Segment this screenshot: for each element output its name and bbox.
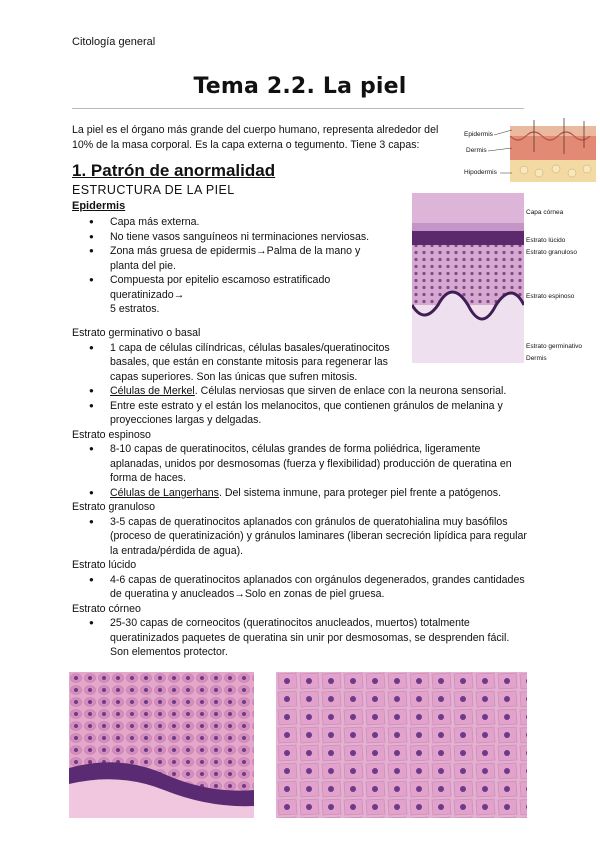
skin-label-epidermis: Epidermis: [464, 131, 493, 138]
corneo-list: [72, 616, 530, 660]
structure-heading: ESTRUCTURA DE LA PIEL: [72, 183, 235, 197]
list-item: ● Compuesta por epitelio escamoso estratificado queratinizado→: [72, 273, 382, 302]
histology-label-espinoso: Estrato espinoso: [526, 293, 575, 300]
lucido-list: [72, 573, 530, 602]
germinativo-heading: Estrato germinativo o basal: [72, 327, 201, 339]
title-divider: [72, 108, 524, 109]
histology-label-lucido: Estrato lúcido: [526, 237, 566, 244]
list-item: ● 1 capa de células cilíndricas, células basales/queratinocitos basales, que están en constante mitosis para regenerar las capas superiores. Son las únicas que sufren mitosis.: [72, 341, 530, 385]
histology-label-corneo: Capa córnea: [526, 209, 564, 216]
strata-section: [72, 326, 530, 660]
list-item: ● 4-6 capas de queratinocitos aplanados con orgánulos degenerados, grandes cantidades de queratina y anucleados→Solo en zonas de piel gruesa.: [72, 573, 530, 602]
histology-label-germinativo: Estrato germinativo: [526, 343, 582, 350]
list-item-continuation: ● 5 estratos.: [72, 302, 382, 317]
micrograph-left: [69, 672, 254, 818]
list-item: ● Capa más externa.: [72, 215, 382, 230]
list-item: ● No tiene vasos sanguíneos ni terminaciones nerviosas.: [72, 230, 382, 245]
espinoso-list: [72, 442, 530, 500]
list-item: ● 25-30 capas de corneocitos (queratinocitos anucleados, muertos) totalmente queratinizados paquetes de queratina sin unir por desmosomas, se desprenden fácil. Son elementos protector.: [72, 616, 530, 660]
micrograph-right-image: [276, 672, 527, 818]
langerhans-link[interactable]: Células de Langerhans: [110, 486, 219, 499]
list-item: ● Zona más gruesa de epidermis→Palma de la mano y planta del pie.: [72, 244, 382, 273]
epidermis-list: [72, 215, 382, 317]
micrograph-left-image: [69, 672, 254, 818]
list-item: ● Entre este estrato y el están los melanocitos, que contienen gránulos de melanina y proyecciones largas y delgadas.: [72, 399, 530, 428]
list-item: ● Células de Merkel. Células nerviosas que sirven de enlace con la neurona sensorial.: [72, 384, 530, 399]
skin-diagram-illustration: [464, 118, 596, 190]
document-header: Citología general: [72, 36, 156, 48]
intro-paragraph: La piel es el órgano más grande del cuerpo humano, representa alrededor del 10% de la masa corporal. Es la capa externa o tegumento. Tiene 3 capas:: [72, 124, 439, 151]
skin-diagram: [464, 118, 596, 190]
histology-label-granuloso: Estrato granuloso: [526, 249, 577, 256]
micrograph-right: [276, 672, 527, 818]
skin-label-hipodermis: Hipodermis: [464, 169, 497, 176]
granuloso-heading: Estrato granuloso: [72, 501, 156, 513]
merkel-link[interactable]: Células de Merkel: [110, 385, 195, 397]
histology-label-dermis: Dermis: [526, 355, 547, 362]
epidermis-heading: Epidermis: [72, 200, 126, 212]
lucido-heading: Estrato lúcido: [72, 559, 137, 571]
list-item: ● 3-5 capas de queratinocitos aplanados con gránulos de queratohialina muy basófilos (proceso de queratinización) y gránulos laminares (liberan secreción lipídica para regular la entrada/pérdida de agua).: [72, 515, 530, 559]
list-item: ● 8-10 capas de queratinocitos, células grandes de forma poliédrica, ligeramente aplanadas, unidos por desmosomas (fuerza y flexibilidad) producción de queratina en forma de haces.: [72, 442, 530, 486]
page-title: Tema 2.2. La piel: [193, 74, 407, 99]
list-item: ● Células de Langerhans. Del sistema inmune, para proteger piel frente a patógenos.: [72, 486, 530, 501]
section-heading: 1. Patrón de anormalidad: [72, 161, 276, 180]
skin-label-dermis: Dermis: [466, 147, 487, 154]
germinativo-list: [72, 341, 530, 428]
espinoso-heading: Estrato espinoso: [72, 428, 151, 441]
granuloso-list: [72, 515, 530, 559]
corneo-heading: Estrato córneo: [72, 602, 141, 615]
